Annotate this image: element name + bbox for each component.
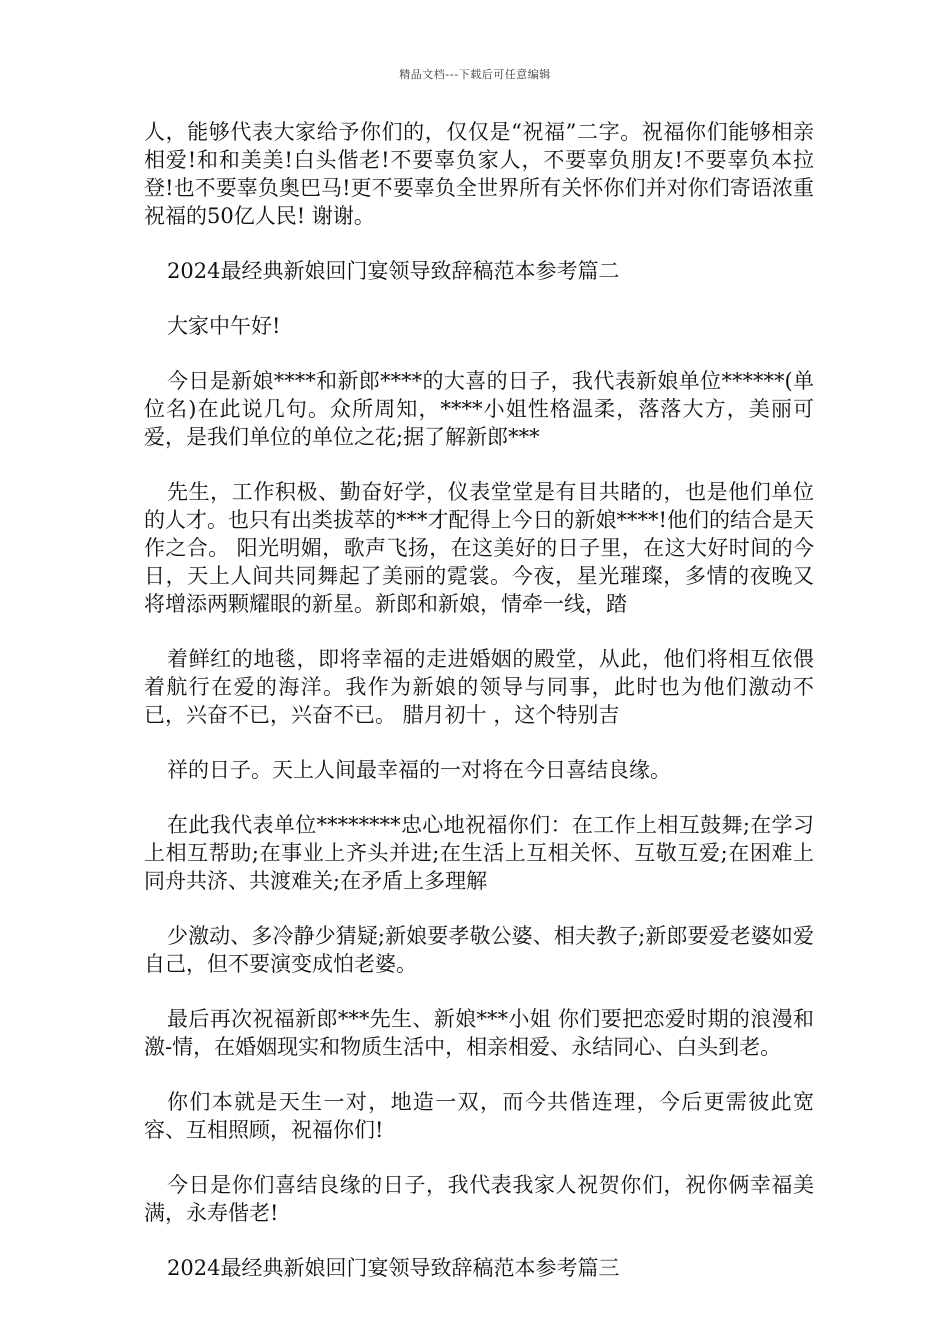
paragraph: 少激动、多冷静少猜疑;新娘要孝敬公婆、相夫教子;新郎要爱老婆如爱自己，但不要演变成怕老婆。 [144,924,814,976]
section-heading: 2024最经典新娘回门宴领导致辞稿范本参考篇二 [167,259,620,283]
paragraph: 先生，工作积极、勤奋好学，仪表堂堂是有目共睹的，也是他们单位的人才。也只有出类拔萃的***才配得上今日的新娘****!他们的结合是天作之合。 阳光明媚，歌声飞扬，在这美好的日子里，在这大好时间的今日，天上人间共同舞起了美丽的霓裳。今夜，星光璀璨，多情的夜晚又将增添两颗耀眼的新星。新郎和新娘，情牵一线，踏 [144,480,814,616]
paragraph: 着鲜红的地毯，即将幸福的走进婚姻的殿堂，从此，他们将相互依偎着航行在爱的海洋。我作为新娘的领导与同事，此时也为他们激动不已，兴奋不已，兴奋不已。 腊月初十 ，这个特别吉 [144,647,814,727]
paragraph: 今日是你们喜结良缘的日子，我代表我家人祝贺你们，祝你俩幸福美满，永寿偕老! [144,1173,814,1225]
paragraph: 在此我代表单位********忠心地祝福你们：在工作上相互鼓舞;在学习上相互帮助;在事业上齐头并进;在生活上互相关怀、互敬互爱;在困难上同舟共济、共渡难关;在矛盾上多理解 [144,813,814,893]
section-heading: 2024最经典新娘回门宴领导致辞稿范本参考篇三 [167,1256,620,1280]
paragraph: 祥的日子。天上人间最幸福的一对将在今日喜结良缘。 [167,758,671,782]
greeting: 大家中午好! [167,314,281,338]
paragraph: 你们本就是天生一对，地造一双，而今共偕连理，今后更需彼此宽容、互相照顾，祝福你们! [144,1090,814,1142]
paragraph: 人，能够代表大家给予你们的，仅仅是“祝福”二字。祝福你们能够相亲相爱!和和美美!白头偕老!不要辜负家人，不要辜负朋友!不要辜负本拉登!也不要辜负奥巴马!更不要辜负全世界所有关怀你们并对你们寄语浓重祝福的50亿人民! 谢谢。 [144,120,814,228]
paragraph: 今日是新娘****和新郎****的大喜的日子，我代表新娘单位******(单位名)在此说几句。众所周知，****小姐性格温柔，落落大方，美丽可爱，是我们单位的单位之花;据了解新郎*** [144,369,814,449]
page-header: 精品文档---下载后可任意编辑 [399,68,551,81]
document-body [144,118,814,1309]
paragraph: 最后再次祝福新郎***先生、新娘***小姐 你们要把恋爱时期的浪漫和激-情，在婚姻现实和物质生活中，相亲相爱、永结同心、白头到老。 [144,1007,814,1059]
